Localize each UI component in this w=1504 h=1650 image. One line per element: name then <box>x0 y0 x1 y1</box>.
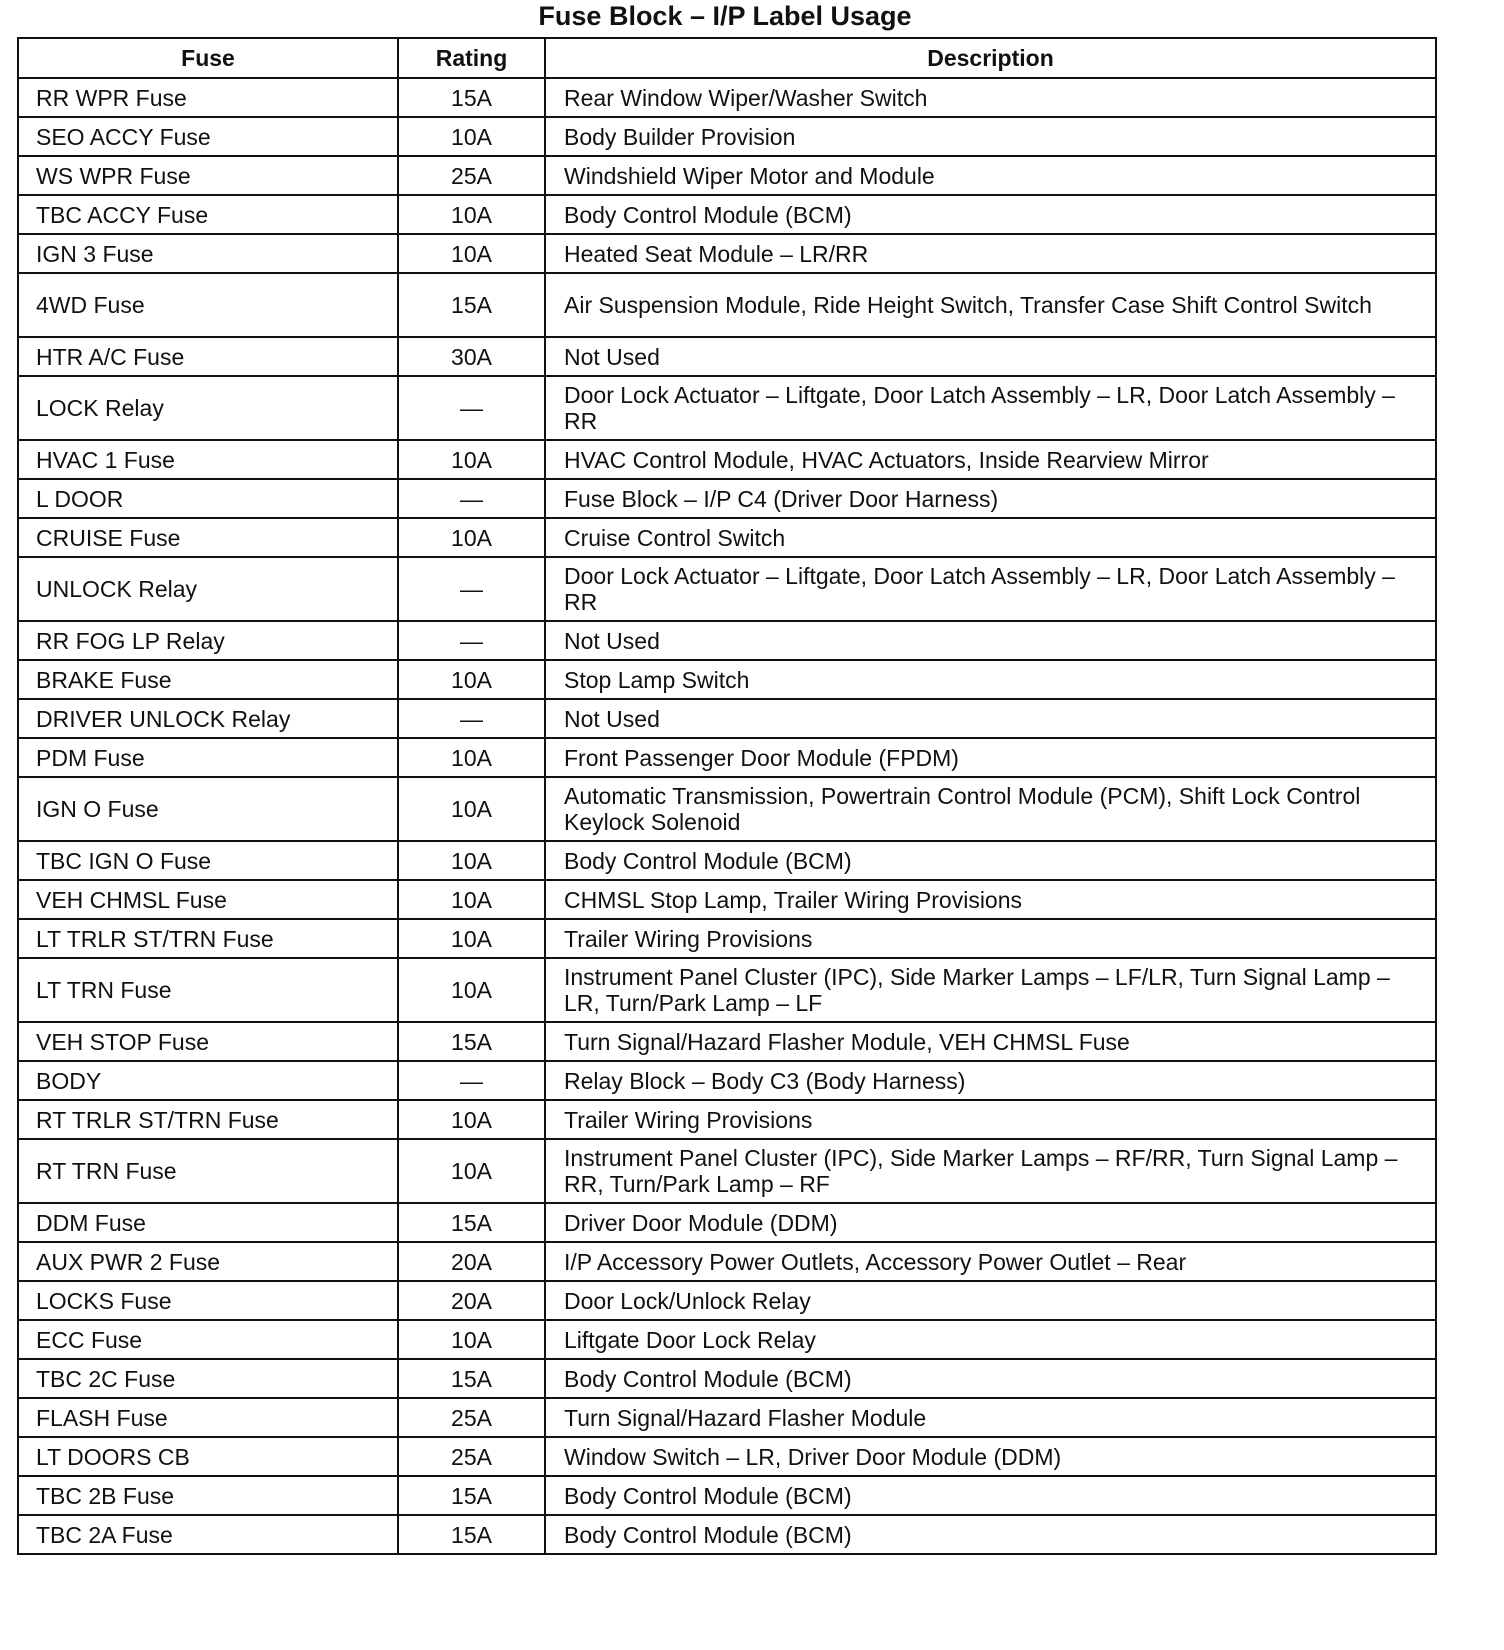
table-row <box>18 621 1436 660</box>
table-row <box>18 1476 1436 1515</box>
description-cell: Trailer Wiring Provisions <box>545 1100 1436 1139</box>
description-cell: Body Control Module (BCM) <box>545 1515 1436 1554</box>
fuse-cell: LOCKS Fuse <box>18 1281 398 1320</box>
description-cell: Instrument Panel Cluster (IPC), Side Marker Lamps – RF/RR, Turn Signal Lamp – RR, Turn/Park Lamp – RF <box>545 1139 1436 1203</box>
description-cell: Air Suspension Module, Ride Height Switch, Transfer Case Shift Control Switch <box>545 273 1436 337</box>
description-cell: Body Control Module (BCM) <box>545 1359 1436 1398</box>
table-row <box>18 880 1436 919</box>
description-cell: Body Control Module (BCM) <box>545 1476 1436 1515</box>
fuse-cell: RR WPR Fuse <box>18 78 398 117</box>
fuse-cell: TBC 2A Fuse <box>18 1515 398 1554</box>
fuse-cell: WS WPR Fuse <box>18 156 398 195</box>
rating-cell: 10A <box>398 958 545 1022</box>
fuse-cell: HVAC 1 Fuse <box>18 440 398 479</box>
rating-cell: 15A <box>398 1359 545 1398</box>
fuse-cell: RT TRN Fuse <box>18 1139 398 1203</box>
rating-cell: 10A <box>398 1320 545 1359</box>
fuse-cell: ECC Fuse <box>18 1320 398 1359</box>
rating-cell: 15A <box>398 1476 545 1515</box>
rating-cell: 10A <box>398 777 545 841</box>
table-row <box>18 234 1436 273</box>
page-title: Fuse Block – I/P Label Usage <box>538 1 912 31</box>
fuse-cell: SEO ACCY Fuse <box>18 117 398 156</box>
fuse-cell: RR FOG LP Relay <box>18 621 398 660</box>
table-row <box>18 660 1436 699</box>
rating-cell: 10A <box>398 738 545 777</box>
table-row <box>18 1281 1436 1320</box>
table-row <box>18 1022 1436 1061</box>
rating-cell: 15A <box>398 78 545 117</box>
description-cell: Trailer Wiring Provisions <box>545 919 1436 958</box>
rating-cell: — <box>398 699 545 738</box>
fuse-cell: BRAKE Fuse <box>18 660 398 699</box>
fuse-cell: LOCK Relay <box>18 376 398 440</box>
rating-cell: 10A <box>398 841 545 880</box>
description-cell: Windshield Wiper Motor and Module <box>545 156 1436 195</box>
description-cell: Instrument Panel Cluster (IPC), Side Marker Lamps – LF/LR, Turn Signal Lamp – LR, Turn/Park Lamp – LF <box>545 958 1436 1022</box>
table-row <box>18 841 1436 880</box>
description-cell: Window Switch – LR, Driver Door Module (DDM) <box>545 1437 1436 1476</box>
table-row <box>18 1320 1436 1359</box>
table-row <box>18 738 1436 777</box>
description-cell: Automatic Transmission, Powertrain Control Module (PCM), Shift Lock Control Keylock Solenoid <box>545 777 1436 841</box>
description-cell: Fuse Block – I/P C4 (Driver Door Harness) <box>545 479 1436 518</box>
rating-cell: 10A <box>398 518 545 557</box>
fuse-cell: VEH STOP Fuse <box>18 1022 398 1061</box>
fuse-cell: LT DOORS CB <box>18 1437 398 1476</box>
fuse-cell: DDM Fuse <box>18 1203 398 1242</box>
description-cell: Cruise Control Switch <box>545 518 1436 557</box>
description-cell: Not Used <box>545 337 1436 376</box>
description-cell: Door Lock Actuator – Liftgate, Door Latch Assembly – LR, Door Latch Assembly – RR <box>545 557 1436 621</box>
table-row <box>18 1437 1436 1476</box>
table-row <box>18 479 1436 518</box>
table-row <box>18 337 1436 376</box>
rating-cell: — <box>398 1061 545 1100</box>
description-cell: Turn Signal/Hazard Flasher Module, VEH CHMSL Fuse <box>545 1022 1436 1061</box>
rating-cell: 25A <box>398 156 545 195</box>
table-row <box>18 273 1436 337</box>
rating-cell: 10A <box>398 880 545 919</box>
fuse-cell: L DOOR <box>18 479 398 518</box>
rating-cell: 10A <box>398 1100 545 1139</box>
rating-cell: — <box>398 479 545 518</box>
description-cell: Heated Seat Module – LR/RR <box>545 234 1436 273</box>
fuse-cell: IGN O Fuse <box>18 777 398 841</box>
fuse-cell: TBC 2C Fuse <box>18 1359 398 1398</box>
table-header-row <box>18 38 1436 78</box>
description-cell: Door Lock/Unlock Relay <box>545 1281 1436 1320</box>
rating-cell: 10A <box>398 440 545 479</box>
description-cell: I/P Accessory Power Outlets, Accessory Power Outlet – Rear <box>545 1242 1436 1281</box>
description-cell: Turn Signal/Hazard Flasher Module <box>545 1398 1436 1437</box>
rating-cell: — <box>398 621 545 660</box>
table-row <box>18 958 1436 1022</box>
fuse-cell: PDM Fuse <box>18 738 398 777</box>
table-row <box>18 777 1436 841</box>
table-row <box>18 117 1436 156</box>
table-row <box>18 518 1436 557</box>
fuse-cell: TBC 2B Fuse <box>18 1476 398 1515</box>
table-row <box>18 1139 1436 1203</box>
table-row <box>18 156 1436 195</box>
rating-cell: 15A <box>398 273 545 337</box>
table-row <box>18 557 1436 621</box>
table-row <box>18 919 1436 958</box>
rating-cell: 15A <box>398 1022 545 1061</box>
fuse-cell: UNLOCK Relay <box>18 557 398 621</box>
rating-cell: 10A <box>398 1139 545 1203</box>
rating-cell: 10A <box>398 117 545 156</box>
fuse-cell: FLASH Fuse <box>18 1398 398 1437</box>
table-row <box>18 1100 1436 1139</box>
fuse-cell: RT TRLR ST/TRN Fuse <box>18 1100 398 1139</box>
table-row <box>18 1203 1436 1242</box>
fuse-cell: VEH CHMSL Fuse <box>18 880 398 919</box>
description-cell: CHMSL Stop Lamp, Trailer Wiring Provisions <box>545 880 1436 919</box>
fuse-cell: LT TRN Fuse <box>18 958 398 1022</box>
rating-cell: 20A <box>398 1242 545 1281</box>
fuse-table <box>17 37 1437 1555</box>
fuse-cell: HTR A/C Fuse <box>18 337 398 376</box>
description-cell: HVAC Control Module, HVAC Actuators, Inside Rearview Mirror <box>545 440 1436 479</box>
fuse-cell: AUX PWR 2 Fuse <box>18 1242 398 1281</box>
rating-cell: 20A <box>398 1281 545 1320</box>
description-cell: Front Passenger Door Module (FPDM) <box>545 738 1436 777</box>
description-cell: Body Control Module (BCM) <box>545 195 1436 234</box>
rating-cell: 15A <box>398 1515 545 1554</box>
description-cell: Not Used <box>545 621 1436 660</box>
rating-cell: 10A <box>398 195 545 234</box>
rating-cell: 30A <box>398 337 545 376</box>
table-row <box>18 195 1436 234</box>
fuse-cell: CRUISE Fuse <box>18 518 398 557</box>
rating-cell: 10A <box>398 660 545 699</box>
rating-cell: 10A <box>398 919 545 958</box>
fuse-cell: DRIVER UNLOCK Relay <box>18 699 398 738</box>
table-row <box>18 1242 1436 1281</box>
table-row <box>18 699 1436 738</box>
table-row <box>18 376 1436 440</box>
description-cell: Relay Block – Body C3 (Body Harness) <box>545 1061 1436 1100</box>
rating-cell: — <box>398 376 545 440</box>
rating-cell: 15A <box>398 1203 545 1242</box>
description-cell: Not Used <box>545 699 1436 738</box>
description-cell: Liftgate Door Lock Relay <box>545 1320 1436 1359</box>
table-row <box>18 1398 1436 1437</box>
fuse-cell: TBC IGN O Fuse <box>18 841 398 880</box>
fuse-cell: 4WD Fuse <box>18 273 398 337</box>
rating-cell: — <box>398 557 545 621</box>
description-cell: Driver Door Module (DDM) <box>545 1203 1436 1242</box>
fuse-cell: IGN 3 Fuse <box>18 234 398 273</box>
table-row <box>18 440 1436 479</box>
column-header-fuse: Fuse <box>18 38 398 78</box>
table-row <box>18 1515 1436 1554</box>
fuse-cell: LT TRLR ST/TRN Fuse <box>18 919 398 958</box>
description-cell: Body Builder Provision <box>545 117 1436 156</box>
description-cell: Stop Lamp Switch <box>545 660 1436 699</box>
column-header-description: Description <box>545 38 1436 78</box>
rating-cell: 25A <box>398 1398 545 1437</box>
table-row <box>18 78 1436 117</box>
description-cell: Rear Window Wiper/Washer Switch <box>545 78 1436 117</box>
description-cell: Door Lock Actuator – Liftgate, Door Latch Assembly – LR, Door Latch Assembly – RR <box>545 376 1436 440</box>
fuse-cell: TBC ACCY Fuse <box>18 195 398 234</box>
table-row <box>18 1061 1436 1100</box>
table-row <box>18 1359 1436 1398</box>
fuse-cell: BODY <box>18 1061 398 1100</box>
rating-cell: 25A <box>398 1437 545 1476</box>
description-cell: Body Control Module (BCM) <box>545 841 1436 880</box>
rating-cell: 10A <box>398 234 545 273</box>
column-header-rating: Rating <box>398 38 545 78</box>
